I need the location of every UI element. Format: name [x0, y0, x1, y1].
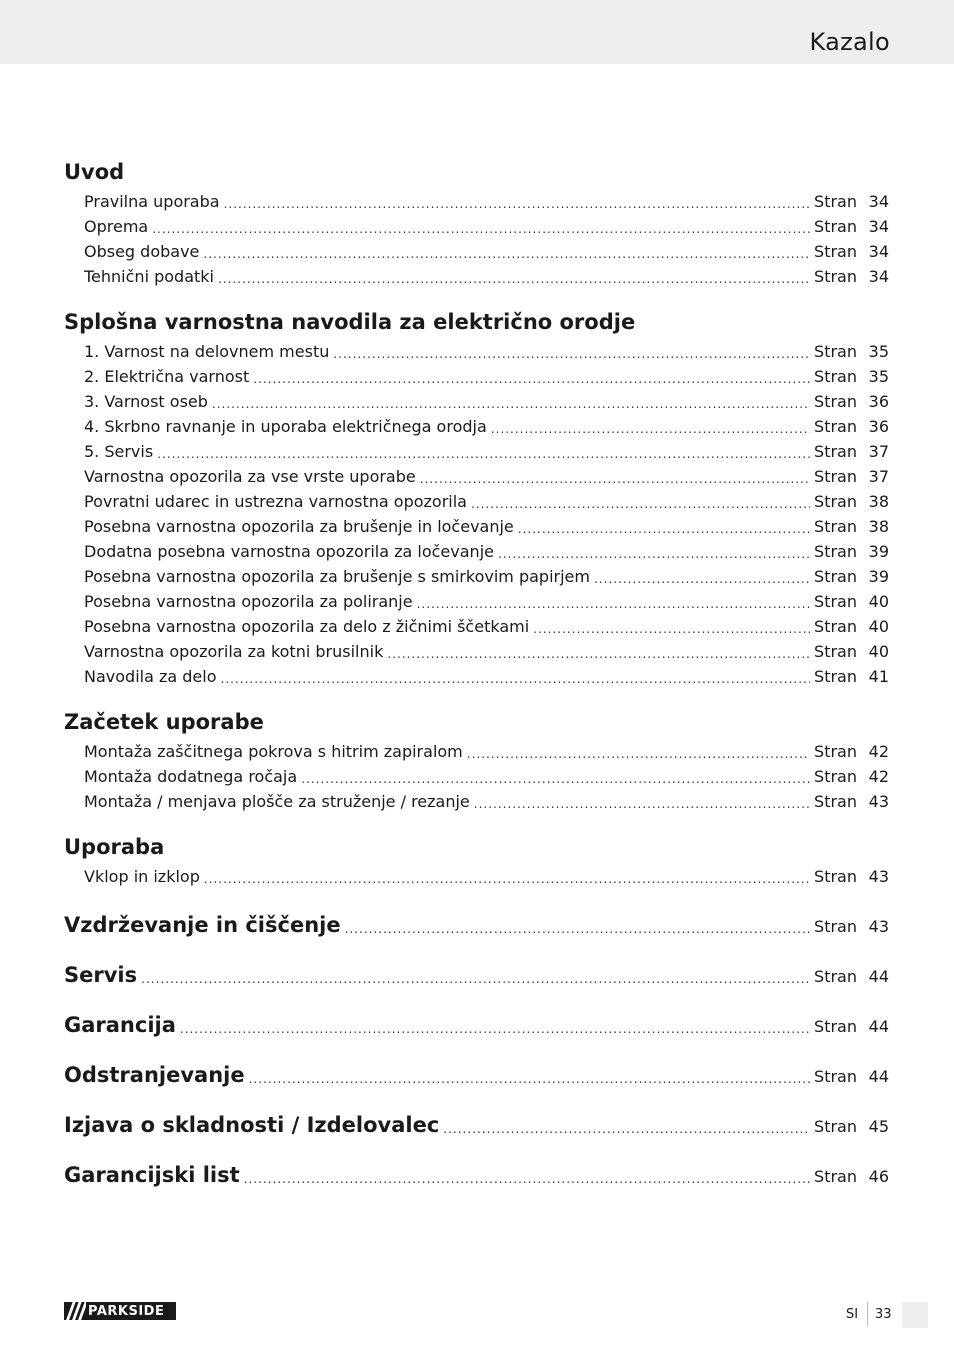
page-number-ref: 40: [868, 617, 889, 636]
page-word: Stran: [814, 367, 857, 386]
toc-entry-label: 3. Varnost oseb: [84, 392, 208, 411]
toc-entry: [84, 662, 889, 687]
page-reference: [814, 792, 889, 812]
toc-entry: [84, 437, 889, 462]
dot-leader: [203, 246, 810, 262]
page-word: Stran: [814, 867, 857, 886]
toc-entry: [84, 787, 889, 812]
page-reference: [814, 617, 889, 637]
dot-leader: [533, 621, 810, 637]
page-number-ref: 41: [868, 667, 889, 686]
page-reference: [814, 592, 889, 612]
dot-leader: [471, 496, 810, 512]
toc-entry-label: 1. Varnost na delovnem mestu: [84, 342, 330, 361]
page-number-ref: 37: [868, 442, 889, 461]
page-number-ref: 38: [868, 492, 889, 511]
toc-entry: [84, 537, 889, 562]
toc-heading-entry: [64, 962, 889, 987]
page-number-ref: 39: [868, 567, 889, 586]
dot-leader: [212, 396, 810, 412]
page-word: Stran: [814, 517, 857, 536]
dot-leader: [474, 796, 810, 812]
toc-heading-entry-label: Garancijski list: [64, 1163, 240, 1187]
page-word: Stran: [814, 342, 857, 361]
dot-leader: [157, 446, 810, 462]
dot-leader: [345, 921, 810, 937]
toc-entry: [84, 487, 889, 512]
page-reference: [814, 217, 889, 237]
page-word: Stran: [814, 917, 857, 936]
page-word: Stran: [814, 442, 857, 461]
dot-leader: [204, 871, 810, 887]
dot-leader: [498, 546, 810, 562]
page-word: Stran: [814, 742, 857, 761]
toc-entry: [84, 462, 889, 487]
page-word: Stran: [814, 1167, 857, 1186]
toc-entry: [84, 337, 889, 362]
page-word: Stran: [814, 967, 857, 986]
page-word: Stran: [814, 242, 857, 261]
page-word: Stran: [814, 417, 857, 436]
page-number-ref: 45: [868, 1117, 889, 1136]
page-word: Stran: [814, 192, 857, 211]
toc-entry: [84, 237, 889, 262]
toc-entry-label: Varnostna opozorila za kotni brusilnik: [84, 642, 384, 661]
page-reference: [814, 367, 889, 387]
page-number: 33: [875, 1307, 892, 1322]
page-reference: [814, 967, 889, 987]
toc-entry-label: 4. Skrbno ravnanje in uporaba električnega orodja: [84, 417, 487, 436]
toc-heading-entry: [64, 1012, 889, 1037]
dot-leader: [141, 971, 810, 987]
dot-leader: [301, 771, 810, 787]
page-number-ref: 42: [868, 767, 889, 786]
dot-leader: [417, 596, 810, 612]
page-reference: [814, 742, 889, 762]
dot-leader: [333, 346, 810, 362]
toc-entry: [84, 737, 889, 762]
toc-entry-label: Montaža dodatnega ročaja: [84, 767, 298, 786]
footer-divider: [867, 1302, 868, 1326]
footer-box: [902, 1302, 928, 1328]
toc-entry-label: 5. Servis: [84, 442, 154, 461]
page-reference: [814, 242, 889, 262]
toc-heading-entry: [64, 1062, 889, 1087]
page-reference: [814, 867, 889, 887]
section-heading: Splošna varnostna navodila za električno orodje: [64, 310, 636, 334]
toc-heading-entry-label: Izjava o skladnosti / Izdelovalec: [64, 1113, 440, 1137]
toc-entry-label: Povratni udarec in ustrezna varnostna opozorila: [84, 492, 467, 511]
toc-entry-label: Posebna varnostna opozorila za poliranje: [84, 592, 413, 611]
page-reference: [814, 442, 889, 462]
toc-entry: [84, 762, 889, 787]
page-number-ref: 44: [868, 1017, 889, 1036]
page-reference: [814, 917, 889, 937]
page-number-ref: 34: [868, 217, 889, 236]
dot-leader: [443, 1121, 810, 1137]
page-number-ref: 35: [868, 367, 889, 386]
dot-leader: [180, 1021, 810, 1037]
section-heading: Začetek uporabe: [64, 710, 264, 734]
page-reference: [814, 467, 889, 487]
language-code: SI: [846, 1307, 859, 1322]
toc-entry: [84, 512, 889, 537]
page-reference: [814, 517, 889, 537]
toc-entry: [84, 612, 889, 637]
page-reference: [814, 392, 889, 412]
toc-heading-entry-label: Vzdrževanje in čiščenje: [64, 913, 341, 937]
dot-leader: [224, 196, 810, 212]
page-number-ref: 43: [868, 867, 889, 886]
page-word: Stran: [814, 567, 857, 586]
toc-entry-label: Montaža zaščitnega pokrova s hitrim zapiralom: [84, 742, 463, 761]
page-reference: [814, 1167, 889, 1187]
page-number-ref: 36: [868, 392, 889, 411]
page-number-ref: 43: [868, 792, 889, 811]
page-reference: [814, 667, 889, 687]
toc-entry-label: Pravilna uporaba: [84, 192, 220, 211]
page-reference: [814, 642, 889, 662]
toc-heading-entry: [64, 1112, 889, 1137]
toc-entry: [84, 412, 889, 437]
toc-heading-entry-label: Garancija: [64, 1013, 176, 1037]
page-word: Stran: [814, 792, 857, 811]
toc-entry-label: Obseg dobave: [84, 242, 200, 261]
toc-entry-label: Montaža / menjava plošče za struženje / rezanje: [84, 792, 470, 811]
toc-entry: [84, 637, 889, 662]
dot-leader: [467, 746, 810, 762]
dot-leader: [491, 421, 810, 437]
page-reference: [814, 192, 889, 212]
page-number-ref: 34: [868, 267, 889, 286]
page-word: Stran: [814, 267, 857, 286]
page-word: Stran: [814, 642, 857, 661]
dot-leader: [253, 371, 810, 387]
dot-leader: [518, 521, 810, 537]
page-word: Stran: [814, 542, 857, 561]
toc-entry: [84, 362, 889, 387]
toc-entry: [84, 587, 889, 612]
page-reference: [814, 267, 889, 287]
toc-entry: [84, 262, 889, 287]
page-title: Kazalo: [809, 28, 890, 56]
page-reference: [814, 567, 889, 587]
page-word: Stran: [814, 217, 857, 236]
brand-name: PARKSIDE: [88, 1303, 165, 1319]
dot-leader: [594, 571, 810, 587]
toc-entry: [84, 212, 889, 237]
page-number-ref: 35: [868, 342, 889, 361]
page-reference: [814, 342, 889, 362]
page-word: Stran: [814, 1067, 857, 1086]
dot-leader: [152, 221, 810, 237]
section-heading: Uvod: [64, 160, 125, 184]
toc-entry: [84, 562, 889, 587]
toc-entry-label: Navodila za delo: [84, 667, 217, 686]
page-number-ref: 34: [868, 192, 889, 211]
toc-entry-label: Tehnični podatki: [84, 267, 214, 286]
toc-entry-label: 2. Električna varnost: [84, 367, 250, 386]
page-word: Stran: [814, 467, 857, 486]
toc-entry-label: Oprema: [84, 217, 149, 236]
page-reference: [814, 1017, 889, 1037]
page-word: Stran: [814, 392, 857, 411]
dot-leader: [218, 271, 810, 287]
page-reference: [814, 1067, 889, 1087]
page-number-ref: 38: [868, 517, 889, 536]
parkside-logo: [64, 1302, 176, 1320]
toc-heading-entry: [64, 1162, 889, 1187]
page-number-ref: 42: [868, 742, 889, 761]
page-number-ref: 36: [868, 417, 889, 436]
toc-heading-entry: [64, 912, 889, 937]
page-reference: [814, 417, 889, 437]
page-number-ref: 40: [868, 592, 889, 611]
toc-entry-label: Varnostna opozorila za vse vrste uporabe: [84, 467, 416, 486]
page-number-ref: 40: [868, 642, 889, 661]
dot-leader: [244, 1171, 810, 1187]
toc-entry-label: Posebna varnostna opozorila za delo z žičnimi ščetkami: [84, 617, 530, 636]
page-word: Stran: [814, 492, 857, 511]
logo-stripes-icon: [64, 1302, 86, 1320]
toc-entry-label: Posebna varnostna opozorila za brušenje s smirkovim papirjem: [84, 567, 590, 586]
toc-entry: [84, 187, 889, 212]
page-number-ref: 37: [868, 467, 889, 486]
toc-entry-label: Posebna varnostna opozorila za brušenje in ločevanje: [84, 517, 514, 536]
toc-entry-label: Dodatna posebna varnostna opozorila za ločevanje: [84, 542, 494, 561]
toc-heading-entry-label: Odstranjevanje: [64, 1063, 245, 1087]
toc-heading-entry-label: Servis: [64, 963, 138, 987]
page-number-ref: 44: [868, 1067, 889, 1086]
page-number-ref: 46: [868, 1167, 889, 1186]
page-reference: [814, 1117, 889, 1137]
page-reference: [814, 492, 889, 512]
page-word: Stran: [814, 767, 857, 786]
page-word: Stran: [814, 1117, 857, 1136]
page-number-ref: 39: [868, 542, 889, 561]
page-reference: [814, 767, 889, 787]
section-heading: Uporaba: [64, 835, 165, 859]
page-word: Stran: [814, 667, 857, 686]
toc-entry: [84, 387, 889, 412]
toc-entry-label: Vklop in izklop: [84, 867, 200, 886]
toc-entry: [84, 862, 889, 887]
dot-leader: [420, 471, 810, 487]
dot-leader: [221, 671, 811, 687]
page-number-ref: 34: [868, 242, 889, 261]
page-number-ref: 44: [868, 967, 889, 986]
page-word: Stran: [814, 617, 857, 636]
header-bar: [0, 0, 954, 64]
page-word: Stran: [814, 592, 857, 611]
page-number-ref: 43: [868, 917, 889, 936]
dot-leader: [387, 646, 810, 662]
page-reference: [814, 542, 889, 562]
dot-leader: [249, 1071, 810, 1087]
page-word: Stran: [814, 1017, 857, 1036]
